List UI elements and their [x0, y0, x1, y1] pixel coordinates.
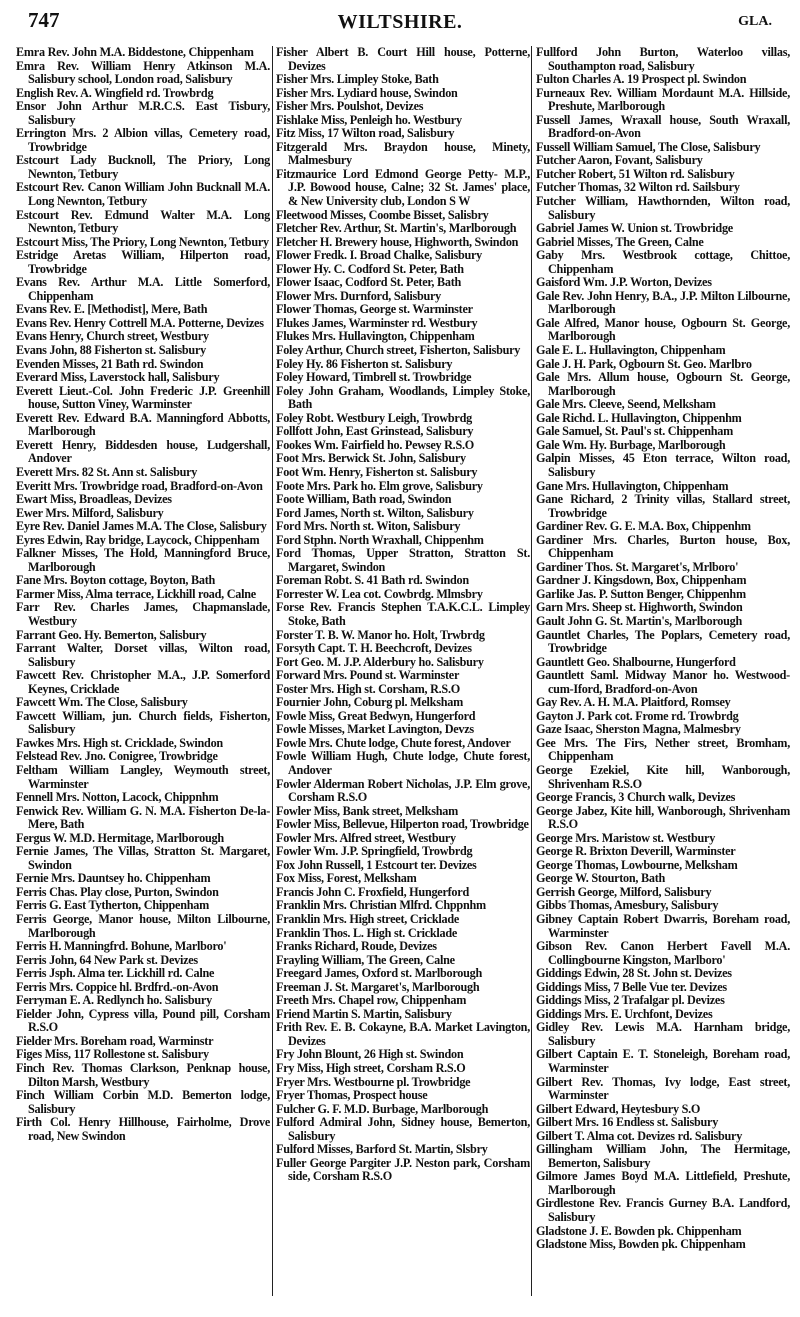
directory-entry: Fowler Mrs. Alfred street, Westbury: [276, 830, 456, 845]
directory-entry: Ford James, North st. Wilton, Salisbury: [276, 505, 474, 520]
directory-entry: Gibney Captain Robert Dwarris, Boreham road, Warminster: [536, 912, 790, 940]
directory-entry: Evans Rev. Arthur M.A. Little Somerford, Chippenham: [16, 275, 270, 303]
directory-entry: Fletcher H. Brewery house, Highworth, Swindon: [276, 234, 519, 249]
directory-entry: Fishlake Miss, Penleigh ho. Westbury: [276, 112, 462, 127]
county-title: WILTSHIRE.: [337, 11, 463, 33]
directory-entry: Fowle William Hugh, Chute lodge, Chute forest, Andover: [276, 749, 530, 777]
directory-entry: Girdlestone Rev. Francis Gurney B.A. Landford, Salisbury: [536, 1196, 790, 1225]
directory-entry: Fowler Alderman Robert Nicholas, J.P. Elm grove, Corsham R.S.O: [276, 776, 530, 805]
directory-entry: Giddings Edwin, 28 St. John st. Devizes: [536, 966, 732, 981]
directory-entry: Fox Miss, Forest, Melksham: [276, 871, 417, 886]
directory-entry: Fowler Miss, Bank street, Melksham: [276, 803, 458, 818]
directory-entry: Ferris G. East Tytherton, Chippenham: [16, 898, 210, 913]
directory-entry: Foot Wm. Henry, Fisherton st. Salisbury: [276, 464, 478, 479]
directory-entry: Emra Rev. William Henry Atkinson M.A. Salisbury school, London road, Salisbury: [16, 58, 270, 87]
directory-entry: Fitzmaurice Lord Edmond George Petty- M.P., J.P. Bowood house, Calne; 32 St. James' place, & New University club, London S W: [276, 166, 530, 209]
directory-entry: Ferris H. Manningfrd. Bohune, Marlboro': [16, 939, 227, 954]
directory-entry: Flower Fredk. I. Broad Chalke, Salisbury: [276, 248, 483, 263]
page-number: 747: [28, 8, 60, 32]
directory-entry: Ensor John Arthur M.R.C.S. East Tisbury, Salisbury: [16, 99, 270, 127]
directory-column-2: [276, 46, 530, 1184]
directory-entry: Eyres Edwin, Ray bridge, Laycock, Chippenham: [16, 532, 260, 547]
directory-entry: Emra Rev. John M.A. Biddestone, Chippenham: [16, 45, 254, 59]
directory-entry: Evans John, 88 Fisherton st. Salisbury: [16, 343, 206, 358]
directory-entry: Fowler Miss, Bellevue, Hilperton road, Trowbridge: [276, 817, 529, 832]
directory-entry: Fry John Blount, 26 High st. Swindon: [276, 1047, 464, 1062]
directory-entry: Giddings Miss, 7 Belle Vue ter. Devizes: [536, 979, 727, 994]
directory-entry: Galpin Misses, 45 Eton terrace, Wilton road, Salisbury: [536, 451, 790, 479]
directory-entry: Giddings Miss, 2 Trafalgar pl. Devizes: [536, 993, 725, 1008]
directory-entry: Frayling William, The Green, Calne: [276, 952, 455, 967]
directory-entry: Foley Howard, Timbrell st. Trowbridge: [276, 370, 472, 385]
directory-entry: Everett Henry, Biddesden house, Ludgershall, Andover: [16, 437, 270, 466]
directory-entry: Ferris Mrs. Coppice hl. Brdfrd.-on-Avon: [16, 979, 219, 994]
directory-entry: Foreman Robt. S. 41 Bath rd. Swindon: [276, 573, 469, 588]
directory-entry: Frith Rev. E. B. Cokayne, B.A. Market Lavington, Devizes: [276, 1020, 530, 1048]
directory-entry: Gillingham William John, The Hermitage, Bemerton, Salisbury: [536, 1142, 790, 1170]
directory-entry: Feltham William Langley, Weymouth street, Warminster: [16, 762, 270, 791]
directory-column-3: [536, 46, 790, 1252]
directory-entry: Ewart Miss, Broadleas, Devizes: [16, 492, 172, 507]
directory-entry: Ford Mrs. North st. Witon, Salisbury: [276, 519, 461, 534]
directory-entry: Gardiner Thos. St. Margaret's, Mrlboro': [536, 559, 739, 574]
directory-entry: Finch Rev. Thomas Clarkson, Penknap house, Dilton Marsh, Westbury: [16, 1061, 270, 1089]
directory-entry: Estcourt Lady Bucknoll, The Priory, Long Newnton, Tetbury: [16, 153, 270, 181]
directory-entry: Gault John G. St. Martin's, Marlborough: [536, 613, 743, 628]
directory-entry: Foley Robt. Westbury Leigh, Trowbrdg: [276, 410, 472, 425]
directory-entry: Foley Hy. 86 Fisherton st. Salisbury: [276, 356, 453, 371]
directory-entry: Fuller George Pargiter J.P. Neston park, Corsham side, Corsham R.S.O: [276, 1155, 530, 1184]
directory-entry: Ferris Chas. Play close, Purton, Swindon: [16, 884, 219, 899]
directory-entry: Forsyth Capt. T. H. Beechcroft, Devizes: [276, 641, 472, 656]
directory-entry: Estcourt Rev. Edmund Walter M.A. Long Newnton, Tetbury: [16, 207, 270, 236]
directory-entry: Gilbert Mrs. 16 Endless st. Salisbury: [536, 1115, 719, 1130]
directory-entry: Freegard James, Oxford st. Marlborough: [276, 966, 483, 981]
directory-entry: Garlike Jas. P. Sutton Benger, Chippenhm: [536, 586, 746, 601]
directory-entry: Fisher Mrs. Limpley Stoke, Bath: [276, 72, 439, 87]
directory-entry: Fane Mrs. Boyton cottage, Boyton, Bath: [16, 573, 216, 588]
directory-entry: Evans Rev. E. [Methodist], Mere, Bath: [16, 302, 208, 317]
directory-entry: Fulton Charles A. 19 Prospect pl. Swindon: [536, 72, 747, 87]
directory-entry: Fisher Mrs. Lydiard house, Swindon: [276, 85, 458, 100]
directory-entry: Farrant Walter, Dorset villas, Wilton road, Salisbury: [16, 641, 270, 669]
directory-entry: Foley Arthur, Church street, Fisherton, Salisbury: [276, 343, 521, 358]
directory-entry: Futcher Robert, 51 Wilton rd. Salisbury: [536, 166, 735, 181]
directory-entry: Fulford Admiral John, Sidney house, Bemerton, Salisbury: [276, 1115, 530, 1143]
directory-entry: Fielder Mrs. Boreham road, Warminstr: [16, 1033, 214, 1048]
directory-entry: Fawcett Rev. Christopher M.A., J.P. Somerford Keynes, Cricklade: [16, 668, 270, 696]
directory-entry: Follfott John, East Grinstead, Salisbury: [276, 424, 474, 439]
directory-entry: Everard Miss, Laverstock hall, Salisbury: [16, 370, 220, 385]
directory-entry: Gaby Mrs. Westbrook cottage, Chittoe, Chippenham: [536, 248, 790, 276]
directory-entry: Ferryman E. A. Redlynch ho. Salisbury: [16, 993, 212, 1008]
directory-entry: Fournier John, Coburg pl. Melksham: [276, 695, 463, 710]
directory-entry: Ferris Jsph. Alma ter. Lickhill rd. Calne: [16, 966, 215, 981]
directory-entry: Foster Mrs. High st. Corsham, R.S.O: [276, 681, 460, 696]
section-guide-word: GLA.: [738, 14, 772, 29]
directory-entry: George Ezekiel, Kite hill, Wanborough, Shrivenham R.S.O: [536, 762, 790, 791]
directory-entry: Fussell James, Wraxall house, South Wraxall, Bradford-on-Avon: [536, 112, 790, 141]
directory-entry: Gale J. H. Park, Ogbourn St. Geo. Marlbro: [536, 356, 752, 371]
directory-entry: Foote William, Bath road, Swindon: [276, 492, 452, 507]
directory-entry: Forse Rev. Francis Stephen T.A.K.C.L. Limpley Stoke, Bath: [276, 600, 530, 628]
directory-entry: Flower Thomas, George st. Warminster: [276, 302, 473, 317]
directory-column-1: [16, 46, 270, 1143]
directory-entry: Gayton J. Park cot. Frome rd. Trowbrdg: [536, 708, 739, 723]
column-rule: [272, 46, 273, 1296]
directory-entry: Forrester W. Lea cot. Cowbrdg. Mlmsbry: [276, 586, 483, 601]
directory-entry: George Mrs. Maristow st. Westbury: [536, 830, 716, 845]
directory-entry: Gauntlett Saml. Midway Manor ho. Westwood-cum-Iford, Bradford-on-Avon: [536, 668, 790, 696]
directory-entry: Gale Samuel, St. Paul's st. Chippenham: [536, 424, 734, 439]
directory-entry: Gibson Rev. Canon Herbert Favell M.A. Collingbourne Kingston, Marlboro': [536, 939, 790, 967]
directory-entry: Falkner Misses, The Hold, Manningford Bruce, Marlborough: [16, 546, 270, 574]
directory-entry: Farr Rev. Charles James, Chapmanslade, Westbury: [16, 600, 270, 628]
directory-entry: Fernie James, The Villas, Stratton St. Margaret, Swindon: [16, 844, 270, 872]
directory-entry: Gilbert T. Alma cot. Devizes rd. Salisbury: [536, 1128, 743, 1143]
directory-entry: Fullford John Burton, Waterloo villas, Southampton road, Salisbury: [536, 45, 790, 73]
directory-entry: Flower Hy. C. Codford St. Peter, Bath: [276, 261, 464, 276]
directory-entry: Fowler Wm. J.P. Springfield, Trowbrdg: [276, 844, 473, 859]
directory-entry: Fielder John, Cypress villa, Pound pill, Corsham R.S.O: [16, 1006, 270, 1035]
directory-entry: Fookes Wm. Fairfield ho. Pewsey R.S.O: [276, 437, 475, 452]
directory-entry: Fort Geo. M. J.P. Alderbury ho. Salisbury: [276, 654, 484, 669]
directory-entry: Fergus W. M.D. Hermitage, Marlborough: [16, 830, 224, 845]
directory-entry: Fletcher Rev. Arthur, St. Martin's, Marlborough: [276, 221, 517, 236]
directory-entry: Futcher Aaron, Fovant, Salisbury: [536, 153, 703, 168]
directory-entry: Gauntlett Geo. Shalbourne, Hungerford: [536, 654, 736, 669]
directory-entry: Errington Mrs. 2 Albion villas, Cemetery road, Trowbridge: [16, 126, 270, 154]
page-header: [0, 8, 800, 38]
directory-entry: Evenden Misses, 21 Bath rd. Swindon: [16, 356, 204, 371]
directory-entry: Finch William Corbin M.D. Bemerton lodge, Salisbury: [16, 1088, 270, 1116]
directory-entry: Eyre Rev. Daniel James M.A. The Close, Salisbury: [16, 519, 267, 534]
directory-entry: George Francis, 3 Church walk, Devizes: [536, 790, 736, 805]
directory-entry: Gabriel Misses, The Green, Calne: [536, 234, 704, 249]
directory-entry: Estcourt Miss, The Priory, Long Newnton, Tetbury: [16, 234, 269, 249]
column-rule: [531, 46, 532, 1296]
directory-entry: George R. Brixton Deverill, Warminster: [536, 844, 736, 859]
directory-entry: Everitt Mrs. Trowbridge road, Bradford-on-Avon: [16, 478, 263, 493]
directory-entry: Gardner J. Kingsdown, Box, Chippenham: [536, 573, 747, 588]
directory-entry: Gabriel James W. Union st. Trowbridge: [536, 221, 733, 236]
directory-entry: Ferris George, Manor house, Milton Lilbourne, Marlborough: [16, 912, 270, 940]
directory-entry: Gauntlet Charles, The Poplars, Cemetery road, Trowbridge: [536, 627, 790, 656]
directory-entry: Gerrish George, Milford, Salisbury: [536, 884, 712, 899]
directory-entry: Everett Rev. Edward B.A. Manningford Abbotts, Marlborough: [16, 410, 270, 439]
directory-entry: Fenwick Rev. William G. N. M.A. Fisherton De-la-Mere, Bath: [16, 803, 270, 832]
directory-entry: Flukes James, Warminster rd. Westbury: [276, 315, 478, 330]
directory-entry: Gilbert Edward, Heytesbury S.O: [536, 1101, 701, 1116]
directory-entry: George W. Stourton, Bath: [536, 871, 666, 886]
directory-entry: Freeman J. St. Margaret's, Marlborough: [276, 979, 480, 994]
directory-entry: Gilbert Captain E. T. Stoneleigh, Boreham road, Warminster: [536, 1047, 790, 1076]
directory-entry: Franklin Mrs. High street, Cricklade: [276, 912, 460, 926]
directory-entry: Gee Mrs. The Firs, Nether street, Bromham, Chippenham: [536, 735, 790, 764]
directory-entry: Fowle Miss, Great Bedwyn, Hungerford: [276, 708, 476, 723]
directory-entry: Evans Henry, Church street, Westbury: [16, 329, 209, 344]
directory-entry: Gale Alfred, Manor house, Ogbourn St. George, Marlborough: [536, 315, 790, 344]
directory-entry: Fawkes Mrs. High st. Cricklade, Swindon: [16, 735, 223, 750]
directory-entry: Franklin Thos. L. High st. Cricklade: [276, 925, 458, 940]
directory-entry: Foley John Graham, Woodlands, Limpley Stoke, Bath: [276, 383, 530, 412]
directory-entry: Foot Mrs. Berwick St. John, Salisbury: [276, 451, 466, 466]
directory-entry: Flukes Mrs. Hullavington, Chippenham: [276, 329, 475, 344]
directory-entry: Garn Mrs. Sheep st. Highworth, Swindon: [536, 600, 743, 615]
directory-entry: Fleetwood Misses, Coombe Bisset, Salisbry: [276, 207, 489, 222]
directory-entry: Gilbert Rev. Thomas, Ivy lodge, East street, Warminster: [536, 1074, 790, 1103]
directory-entry: Gilmore James Boyd M.A. Littlefield, Preshute, Marlborough: [536, 1169, 790, 1197]
directory-entry: Gale Richd. L. Hullavington, Chippenhm: [536, 410, 742, 425]
directory-entry: Everett Lieut.-Col. John Frederic J.P. Greenhill house, Sutton Viney, Warminster: [16, 383, 270, 412]
directory-entry: English Rev. A. Wingfield rd. Trowbrdg: [16, 85, 214, 100]
directory-entry: Freeth Mrs. Chapel row, Chippenham: [276, 993, 467, 1008]
directory-entry: Fowle Mrs. Chute lodge, Chute forest, Andover: [276, 735, 511, 750]
directory-entry: Fitzgerald Mrs. Braydon house, Minety, Malmesbury: [276, 139, 530, 168]
directory-entry: Gane Richard, 2 Trinity villas, Stallard street, Trowbridge: [536, 492, 790, 520]
directory-entry: Gidley Rev. Lewis M.A. Harnham bridge, Salisbury: [536, 1020, 790, 1048]
directory-entry: Friend Martin S. Martin, Salisbury: [276, 1006, 452, 1021]
directory-entry: Gibbs Thomas, Amesbury, Salisbury: [536, 898, 719, 913]
directory-entry: Farmer Miss, Alma terrace, Lickhill road, Calne: [16, 586, 256, 601]
directory-entry: Fussell William Samuel, The Close, Salisbury: [536, 139, 761, 154]
directory-entry: Gane Mrs. Hullavington, Chippenham: [536, 478, 729, 493]
directory-entry: Ewer Mrs. Milford, Salisbury: [16, 505, 164, 520]
directory-entry: Foote Mrs. Park ho. Elm grove, Salisbury: [276, 478, 483, 493]
directory-entry: Gaze Isaac, Sherston Magna, Malmesbry: [536, 722, 741, 737]
directory-entry: Gladstone J. E. Bowden pk. Chippenham: [536, 1223, 742, 1238]
directory-entry: Fawcett Wm. The Close, Salisbury: [16, 695, 188, 710]
directory-entry: Giddings Mrs. E. Urchfont, Devizes: [536, 1006, 713, 1021]
directory-entry: Gardiner Mrs. Charles, Burton house, Box, Chippenham: [536, 532, 790, 561]
directory-entry: Fulford Misses, Barford St. Martin, Slsbry: [276, 1142, 488, 1157]
directory-entry: Fry Miss, High street, Corsham R.S.O: [276, 1061, 466, 1076]
directory-entry: Gale E. L. Hullavington, Chippenham: [536, 343, 726, 358]
directory-entry: Gardiner Rev. G. E. M.A. Box, Chippenhm: [536, 519, 751, 534]
directory-entry: Flower Mrs. Durnford, Salisbury: [276, 288, 442, 303]
directory-entry: Franklin Mrs. Christian Mlfrd. Chppnhm: [276, 898, 486, 913]
directory-entry: Firth Col. Henry Hillhouse, Fairholme, Drove road, New Swindon: [16, 1115, 270, 1143]
directory-entry: Farrant Geo. Hy. Bemerton, Salisbury: [16, 627, 207, 642]
directory-entry: George Thomas, Lowbourne, Melksham: [536, 857, 738, 872]
directory-entry: Futcher William, Hawthornden, Wilton road, Salisbury: [536, 194, 790, 222]
directory-entry: Gale Mrs. Allum house, Ogbourn St. George, Marlborough: [536, 370, 790, 398]
directory-entry: Evans Rev. Henry Cottrell M.A. Potterne, Devizes: [16, 315, 264, 330]
directory-entry: Gale Wm. Hy. Burbage, Marlborough: [536, 437, 726, 452]
directory-entry: Fisher Albert B. Court Hill house, Potterne, Devizes: [276, 45, 530, 73]
directory-entry: Fisher Mrs. Poulshot, Devizes: [276, 99, 424, 114]
directory-entry: Estcourt Rev. Canon William John Bucknall M.A. Long Newnton, Tetbury: [16, 180, 270, 209]
directory-entry: Flower Isaac, Codford St. Peter, Bath: [276, 275, 462, 290]
directory-entry: Fulcher G. F. M.D. Burbage, Marlborough: [276, 1101, 489, 1116]
directory-entry: Ford Stphn. North Wraxhall, Chippenhm: [276, 532, 484, 547]
directory-entry: Gale Mrs. Cleeve, Seend, Melksham: [536, 397, 716, 412]
directory-entry: Fox John Russell, 1 Estcourt ter. Devizes: [276, 857, 477, 872]
directory-entry: Gladstone Miss, Bowden pk. Chippenham: [536, 1237, 746, 1252]
directory-entry: Fitz Miss, 17 Wilton road, Salisbury: [276, 126, 455, 141]
directory-entry: Fryer Mrs. Westbourne pl. Trowbridge: [276, 1074, 471, 1089]
directory-entry: Futcher Thomas, 32 Wilton rd. Sailsbury: [536, 180, 740, 195]
directory-entry: Estridge Aretas William, Hilperton road, Trowbridge: [16, 248, 270, 276]
directory-entry: Fowle Misses, Market Lavington, Devzs: [276, 722, 474, 737]
directory-entry: Ford Thomas, Upper Stratton, Stratton St. Margaret, Swindon: [276, 546, 530, 574]
directory-entry: Francis John C. Froxfield, Hungerford: [276, 884, 469, 899]
directory-entry: Ferris John, 64 New Park st. Devizes: [16, 952, 198, 967]
directory-entry: Furneaux Rev. William Mordaunt M.A. Hillside, Preshute, Marlborough: [536, 85, 790, 114]
directory-entry: Fennell Mrs. Notton, Lacock, Chippnhm: [16, 790, 219, 805]
directory-entry: Forward Mrs. Pound st. Warminster: [276, 668, 460, 683]
directory-entry: Everett Mrs. 82 St. Ann st. Salisbury: [16, 464, 198, 479]
directory-entry: Figes Miss, 117 Rollestone st. Salisbury: [16, 1047, 209, 1062]
directory-entry: Franks Richard, Roude, Devizes: [276, 939, 437, 954]
directory-entry: Fawcett William, jun. Church fields, Fisherton, Salisbury: [16, 708, 270, 737]
directory-entry: George Jabez, Kite hill, Wanborough, Shrivenham R.S.O: [536, 803, 790, 832]
directory-entry: Forster T. B. W. Manor ho. Holt, Trwbrdg: [276, 627, 485, 642]
directory-entry: Gay Rev. A. H. M.A. Plaitford, Romsey: [536, 695, 731, 710]
directory-entry: Fryer Thomas, Prospect house: [276, 1088, 428, 1103]
directory-entry: Fernie Mrs. Dauntsey ho. Chippenham: [16, 871, 211, 886]
directory-entry: Gaisford Wm. J.P. Worton, Devizes: [536, 275, 712, 290]
directory-entry: Gale Rev. John Henry, B.A., J.P. Milton Lilbourne, Marlborough: [536, 288, 790, 317]
directory-entry: Felstead Rev. Jno. Conigree, Trowbridge: [16, 749, 218, 764]
